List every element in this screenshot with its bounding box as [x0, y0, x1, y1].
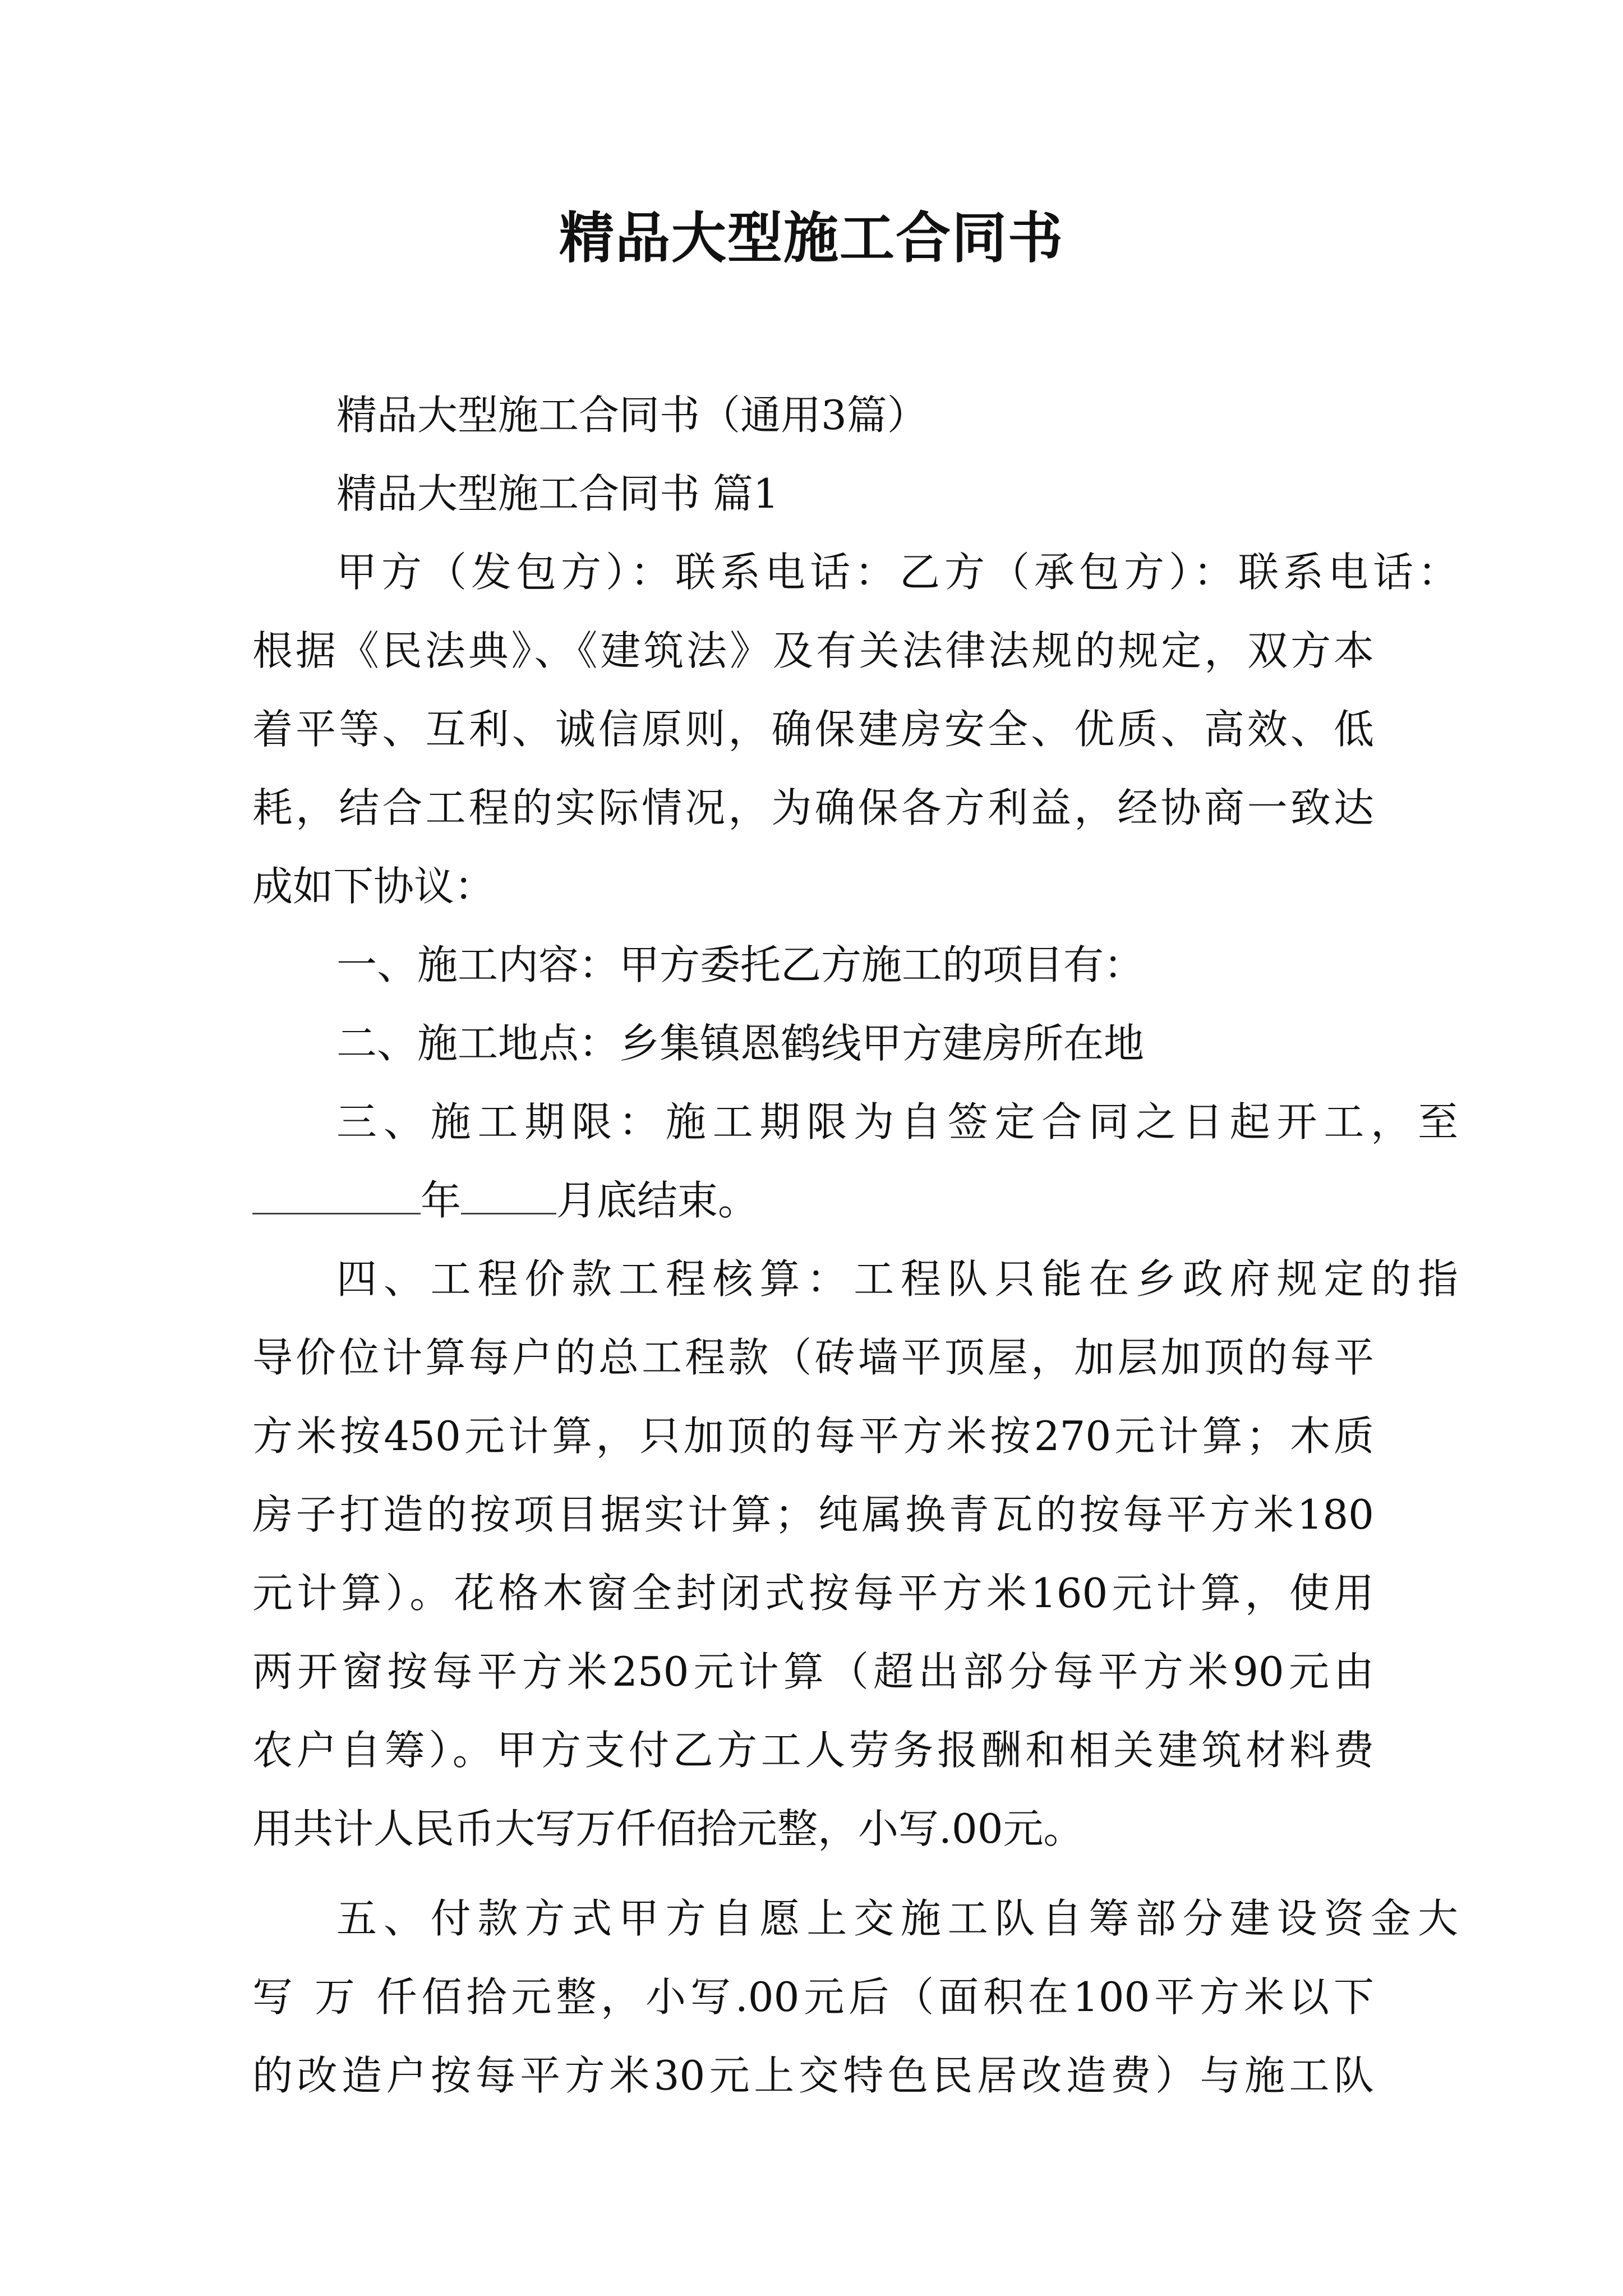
deadline-line [252, 1172, 1374, 1228]
clause-location: 二、施工地点：乡集镇恩鹤线甲方建房所在地 [336, 1020, 1145, 1067]
document-title: 精品大型施工合同书 [559, 206, 1064, 270]
subtitle-line: 精品大型施工合同书（通用3篇） [336, 392, 928, 439]
clause-content: 一、施工内容：甲方委托乙方施工的项目有： [336, 941, 1145, 988]
paragraph-line: 两开窗按每平方米250元计算（超出部分每平方米90元由 [252, 1648, 1374, 1695]
paragraph-line: 甲方（发包方）：联系电话：乙方（承包方）：联系电话： [336, 549, 1458, 596]
paragraph-line: 根据《民法典》、《建筑法》及有关法律法规的规定，双方本 [252, 627, 1374, 674]
paragraph-line: 用共计人民币大写万仟佰拾元整，小写.00元。 [252, 1805, 1084, 1852]
paragraph-line: 着平等、互利、诚信原则，确保建房安全、优质、高效、低 [252, 706, 1374, 753]
clause-payment: 五、付款方式甲方自愿上交施工队自筹部分建设资金大 [336, 1895, 1458, 1942]
clause-price: 四、工程价款工程核算：工程队只能在乡政府规定的指 [336, 1255, 1458, 1303]
year-label: 年 [421, 1177, 462, 1224]
paragraph-line: 耗，结合工程的实际情况，为确保各方利益，经协商一致达 [252, 784, 1374, 831]
month-blank[interactable] [461, 1176, 556, 1214]
section-heading: 精品大型施工合同书 篇1 [336, 470, 779, 517]
month-end-label: 月底结束。 [556, 1177, 759, 1224]
year-blank[interactable] [252, 1176, 421, 1214]
paragraph-line: 的改造户按每平方米30元上交特色民居改造费）与施工队 [252, 2052, 1374, 2099]
paragraph-line: 农户自筹）。甲方支付乙方工人劳务报酬和相关建筑材料费 [252, 1727, 1374, 1774]
paragraph-line: 成如下协议： [252, 863, 495, 910]
paragraph-line: 房子打造的按项目据实计算；纯属换青瓦的按每平方米180 [252, 1491, 1374, 1538]
clause-period: 三、施工期限：施工期限为自签定合同之日起开工，至 [336, 1098, 1458, 1145]
paragraph-line: 写 万 仟佰拾元整，小写.00元后（面积在100平方米以下 [252, 1973, 1374, 2021]
paragraph-line: 方米按450元计算，只加顶的每平方米按270元计算；木质 [252, 1412, 1374, 1460]
paragraph-line: 元计算）。花格木窗全封闭式按每平方米160元计算，使用 [252, 1570, 1374, 1617]
paragraph-line: 导价位计算每户的总工程款（砖墙平顶屋，加层加顶的每平 [252, 1334, 1374, 1381]
